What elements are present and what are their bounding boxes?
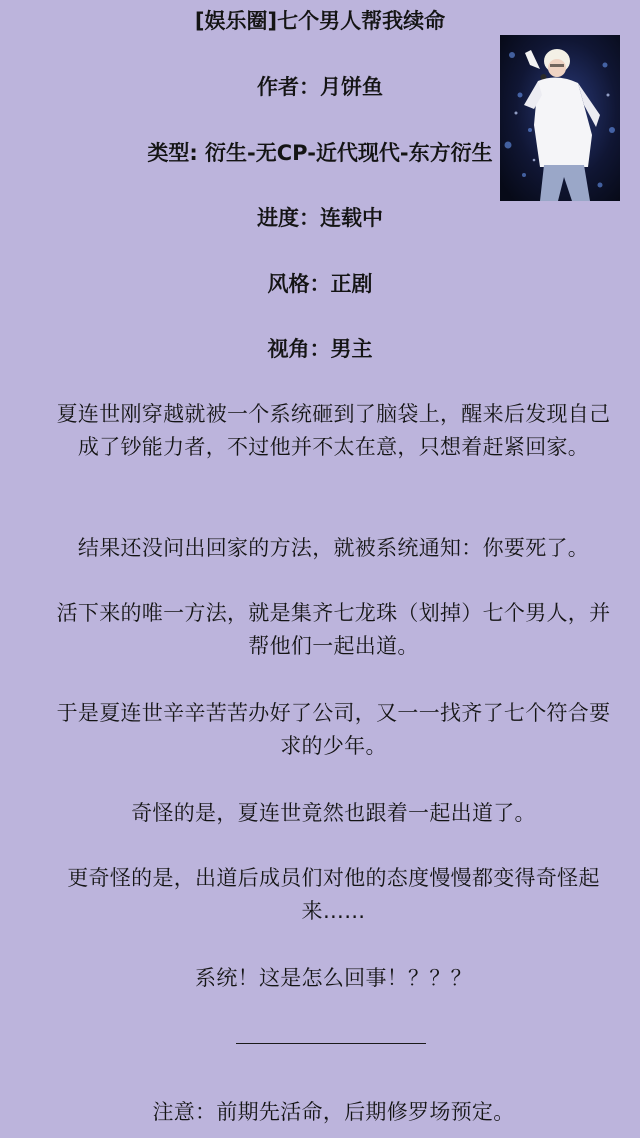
note-text: 注意：前期先活命，后期修罗场预定。 <box>152 1100 515 1124</box>
synopsis-paragraph: 夏连世刚穿越就被一个系统砸到了脑袋上，醒来后发现自己成了钞能力者，不过他并不太在意，只想着赶紧回家。 <box>56 402 611 459</box>
meta-title: [娱乐圈]七个男人帮我续命 <box>194 9 446 33</box>
meta-author: 作者：月饼鱼 <box>257 75 383 99</box>
synopsis-paragraph: 结果还没问出回家的方法，就被系统通知：你要死了。 <box>77 536 590 560</box>
synopsis-paragraph: 系统！这是怎么回事！？？？ <box>195 966 472 990</box>
meta-perspective: 视角：男主 <box>267 337 373 361</box>
meta-category: 类型: 衍生-无CP-近代现代-东方衍生 <box>147 141 493 165</box>
synopsis-paragraph: 于是夏连世辛辛苦苦办好了公司，又一一找齐了七个符合要求的少年。 <box>56 701 611 758</box>
meta-style: 风格：正剧 <box>267 272 373 296</box>
divider-line <box>236 1043 426 1044</box>
meta-progress: 进度：连载中 <box>257 206 383 230</box>
cover-image <box>500 35 620 201</box>
synopsis-paragraph: 奇怪的是，夏连世竟然也跟着一起出道了。 <box>131 801 536 825</box>
synopsis-paragraph: 活下来的唯一方法，就是集齐七龙珠（划掉）七个男人，并帮他们一起出道。 <box>56 601 611 658</box>
synopsis-paragraph: 更奇怪的是，出道后成员们对他的态度慢慢都变得奇怪起来…… <box>67 866 600 923</box>
